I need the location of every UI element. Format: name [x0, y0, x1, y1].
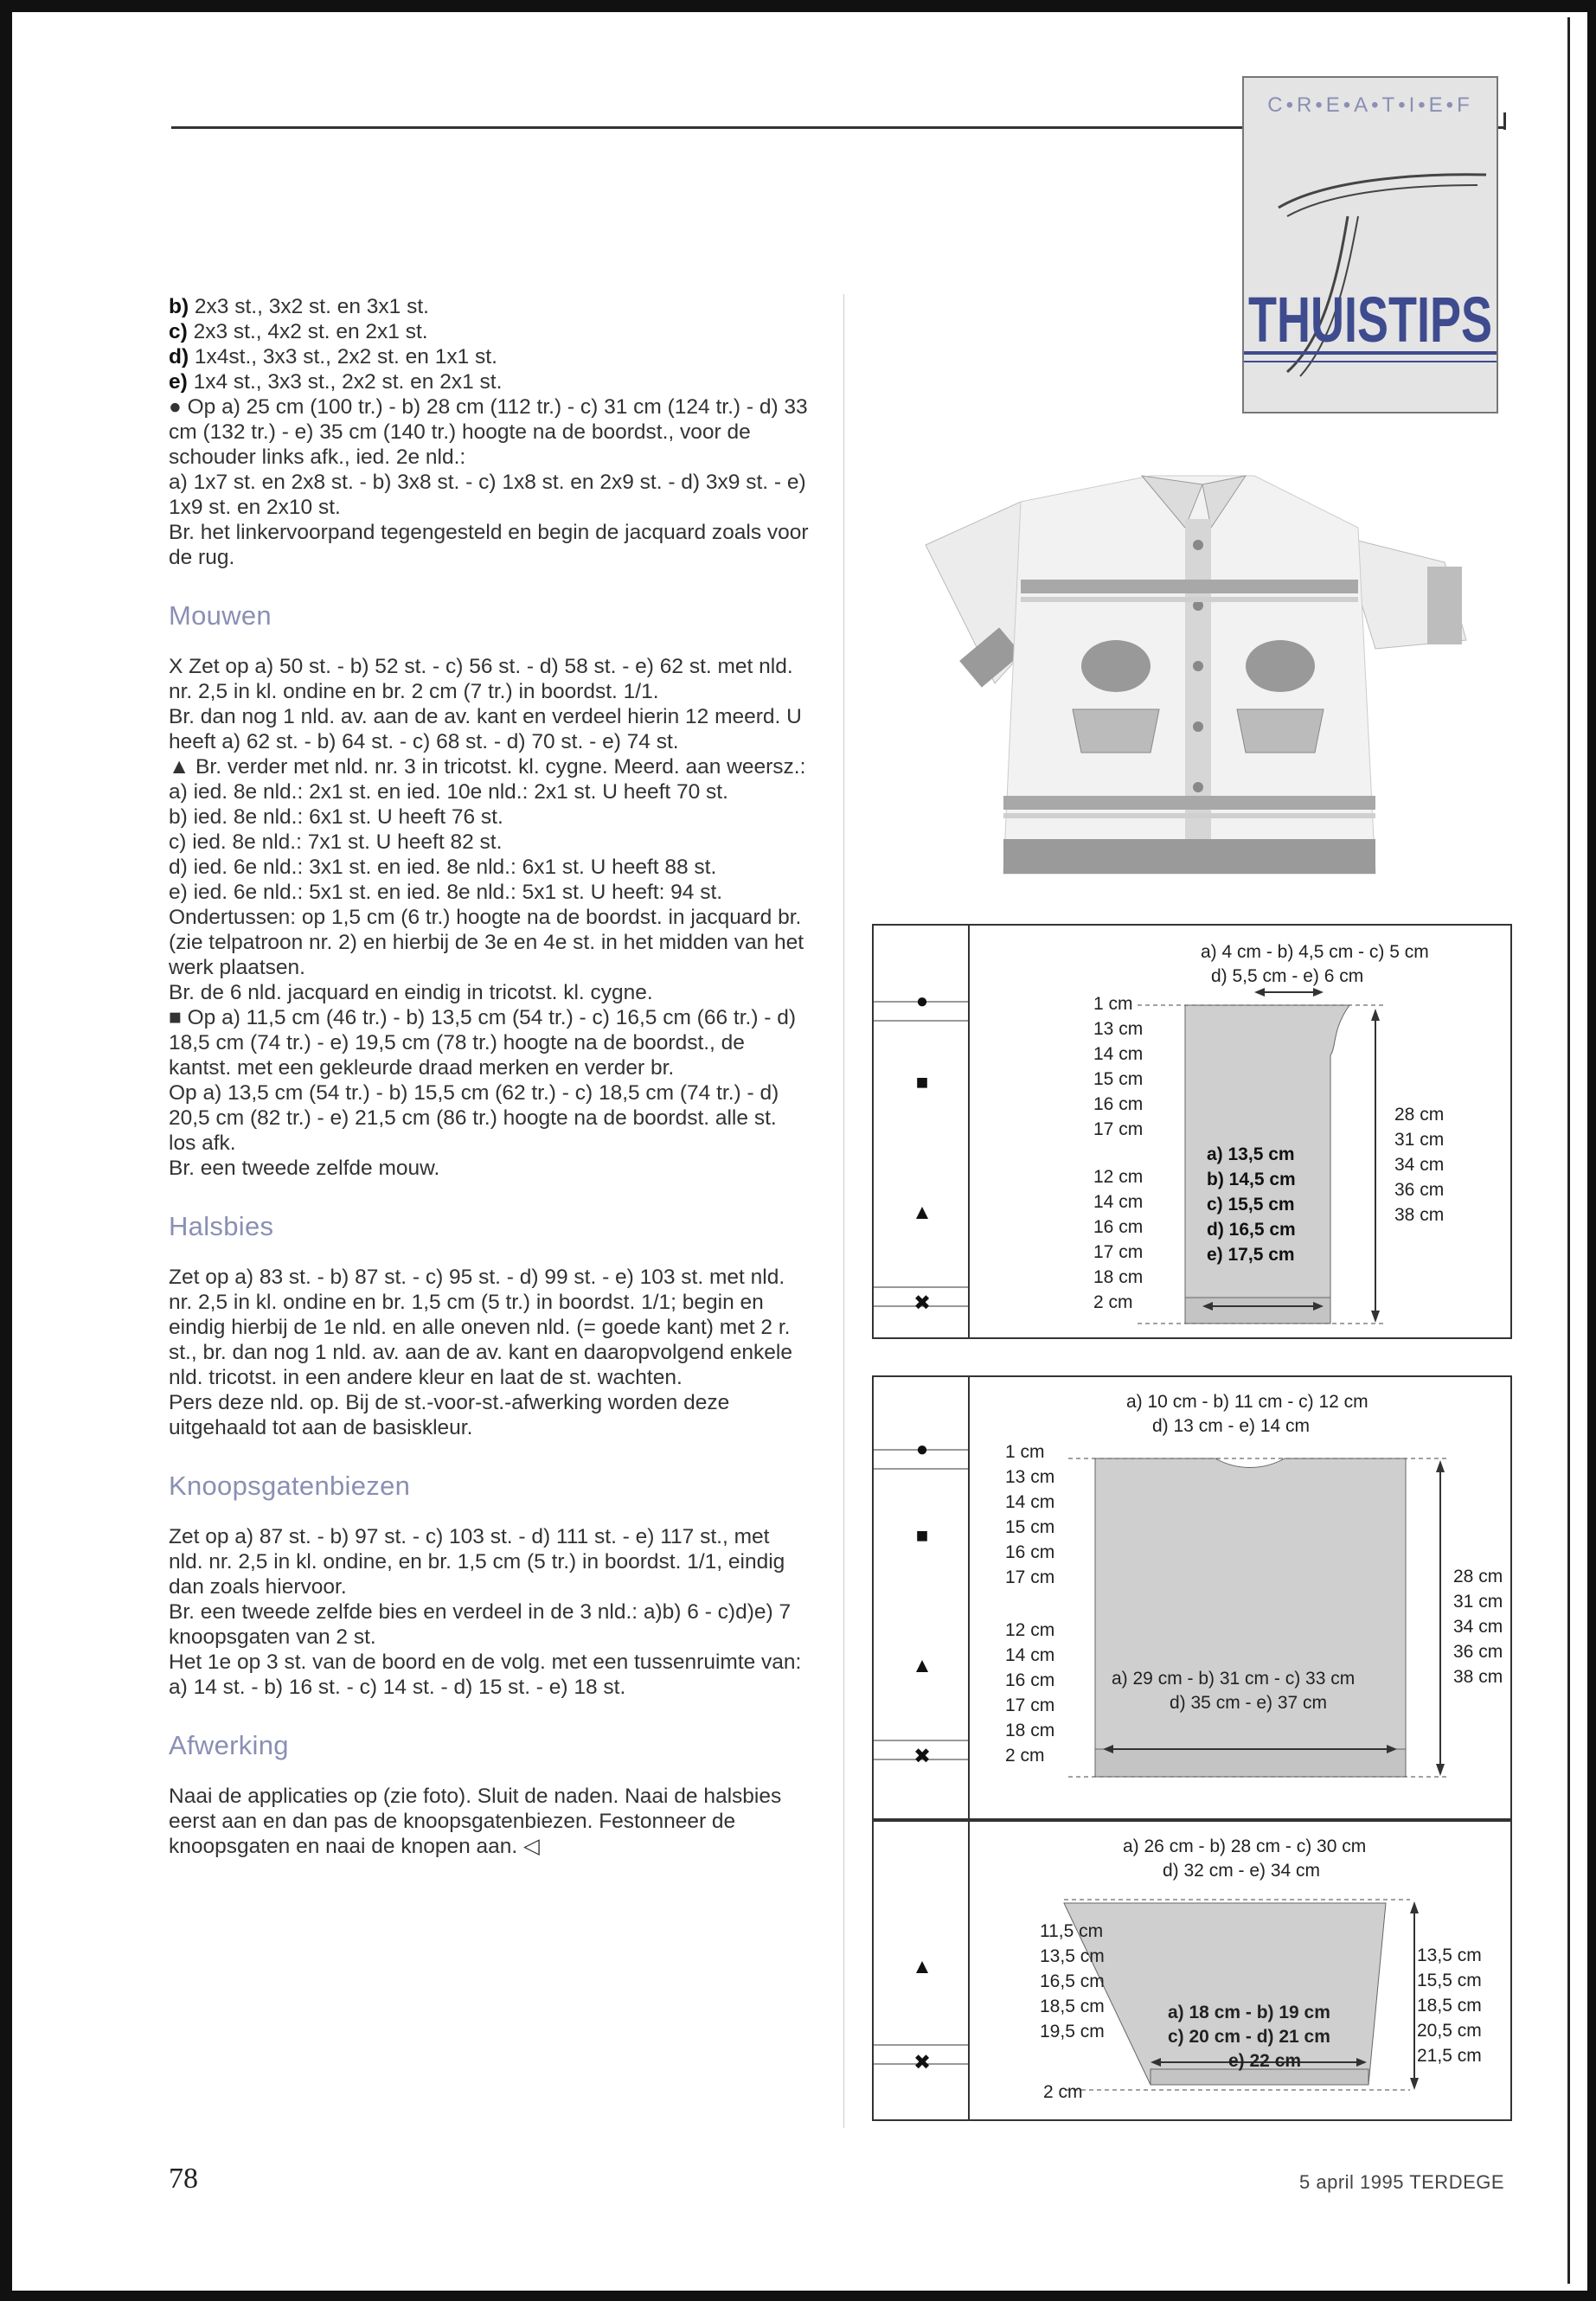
schema-back-inner-2: d) 35 cm - e) 37 cm — [1170, 1693, 1328, 1713]
schema-front-panel — [872, 924, 1512, 1339]
logo-title: THUISTIPS — [1248, 284, 1492, 356]
measurement: e) 17,5 cm — [1207, 1245, 1295, 1265]
schema-sleeve-inner-3: e) 22 cm — [1228, 2051, 1302, 2071]
schema-sleeve-inner-2: c) 20 cm - d) 21 cm — [1168, 2027, 1330, 2047]
scan-edge-right — [1587, 0, 1596, 2301]
measurement: 16 cm — [1093, 1094, 1144, 1114]
square-marker-icon: ■ — [915, 1071, 929, 1094]
dot-marker-icon: ● — [915, 1438, 929, 1461]
size-label: b) — [169, 295, 189, 318]
cardigan-photo — [891, 467, 1497, 874]
mouwen-paragraph: Br. een tweede zelfde mouw. — [169, 1157, 440, 1180]
intro-paragraph: ● Op a) 25 cm (100 tr.) - b) 28 cm (112 tr.) - c) 31 cm (124 tr.) - d) 33 cm (132 tr.) - e) 35 cm (140 tr.) hoogte na de boordst., voor de schouder links afk., ied. 2e nld.: — [169, 395, 808, 469]
measurement: 16 cm — [1005, 1542, 1055, 1562]
measurement: 16 cm — [1005, 1670, 1055, 1690]
measurement: 2 cm — [1005, 1746, 1045, 1766]
mouwen-paragraph: X Zet op a) 50 st. - b) 52 st. - c) 56 st. - d) 58 st. - e) 62 st. met nld. nr. 2,5 in kl. ondine en br. 2 cm (7 tr.) in boordst. 1/1. — [169, 655, 793, 703]
size-label: c) — [169, 320, 188, 343]
measurement: 11,5 cm — [1040, 1921, 1104, 1941]
measurement: 17 cm — [1093, 1242, 1144, 1262]
schema-sleeve — [872, 1820, 1512, 2121]
measurement: 13,5 cm — [1417, 1945, 1482, 1965]
schema-front-top-2: d) 5,5 cm - e) 6 cm — [1211, 966, 1364, 986]
schema-front-left-b — [1093, 1164, 1143, 1315]
mouwen-line: d) ied. 6e nld.: 3x1 st. en ied. 8e nld.: 6x1 st. U heeft 88 st. — [169, 856, 717, 879]
measurement: 16 cm — [1093, 1217, 1144, 1237]
halsbies-paragraph: Zet op a) 83 st. - b) 87 st. - c) 95 st. - d) 99 st. - e) 103 st. met nld. nr. 2,5 in kl. ondine en br. 1,5 cm (5 tr.) in boordst. 1/1; begin en eindig hierbij de 1e nld. en alle oneven nld. (= goede kant) met 2 r. st., br. dan nog 1 nld. av. aan de av. kant en daaropvolgend enkele nld. tricotst. in een andere kleur en laat de st. wachten. — [169, 1266, 793, 1389]
mouwen-line: a) ied. 8e nld.: 2x1 st. en ied. 10e nld.: 2x1 st. U heeft 70 st. — [169, 780, 728, 804]
section-heading-halsbies: Halsbies — [169, 1211, 274, 1241]
dot-marker-icon: ● — [915, 990, 929, 1013]
intro-text: 2x3 st., 3x2 st. en 3x1 st. — [189, 295, 429, 318]
measurement: 31 cm — [1394, 1130, 1445, 1150]
schema-back-drawing — [874, 1377, 1510, 1818]
schema-back-inner-1: a) 29 cm - b) 31 cm - c) 33 cm — [1112, 1669, 1356, 1689]
schema-front-right — [1394, 1102, 1444, 1227]
schema-front-inner — [1207, 1142, 1296, 1267]
schema-back-top-2: d) 13 cm - e) 14 cm — [1152, 1416, 1311, 1436]
mouwen-line: b) ied. 8e nld.: 6x1 st. U heeft 76 st. — [169, 805, 503, 829]
intro-line — [169, 369, 809, 394]
scan-edge-bottom — [0, 2291, 1596, 2301]
measurement: 28 cm — [1394, 1105, 1445, 1125]
cross-marker-icon: ✖ — [913, 1292, 932, 1315]
intro-line — [169, 294, 809, 319]
intro-paragraph: Br. het linkervoorpand tegengesteld en begin de jacquard zoals voor de rug. — [169, 521, 809, 569]
section-heading-afwerking: Afwerking — [169, 1730, 289, 1760]
section-heading-knoopsgatenbiezen: Knoopsgatenbiezen — [169, 1471, 411, 1501]
triangle-marker-icon: ▲ — [912, 1654, 933, 1677]
schema-sleeve-top-2: d) 32 cm - e) 34 cm — [1163, 1861, 1321, 1881]
measurement: 1 cm — [1093, 994, 1133, 1014]
measurement: 14 cm — [1093, 1192, 1144, 1212]
thuistips-logo — [1242, 76, 1498, 413]
measurement: 2 cm — [1093, 1292, 1133, 1312]
size-label: e) — [169, 370, 188, 394]
measurement: 18,5 cm — [1040, 1997, 1105, 2016]
measurement: 34 cm — [1394, 1155, 1445, 1175]
knoopsgat-paragraph: Br. een tweede zelfde bies en verdeel in de 3 nld.: a)b) 6 - c)d)e) 7 knoopsgaten van 2 st. — [169, 1600, 792, 1649]
measurement: 12 cm — [1093, 1167, 1144, 1187]
measurement: 14 cm — [1093, 1044, 1144, 1064]
measurement: 15 cm — [1005, 1517, 1055, 1537]
schema-back-top-1: a) 10 cm - b) 11 cm - c) 12 cm — [1126, 1392, 1368, 1412]
instructions-column — [169, 294, 809, 1859]
schema-sleeve-top-1: a) 26 cm - b) 28 cm - c) 30 cm — [1123, 1836, 1367, 1856]
logo-graphic — [1244, 78, 1497, 412]
intro-paragraph: a) 1x7 st. en 2x8 st. - b) 3x8 st. - c) 1x8 st. en 2x9 st. - d) 3x9 st. - e) 1x9 st. en 2x10 st. — [169, 471, 806, 519]
measurement: c) 15,5 cm — [1207, 1195, 1295, 1215]
logo-creatief-text: C•R•E•A•T•I•E•F — [1267, 93, 1473, 117]
section-heading-mouwen: Mouwen — [169, 600, 272, 631]
measurement: 18,5 cm — [1417, 1996, 1482, 2016]
measurement: 28 cm — [1453, 1567, 1503, 1586]
knoopsgat-paragraph: Zet op a) 87 st. - b) 97 st. - c) 103 st. - d) 111 st. - e) 117 st., met nld. nr. 2,5 in kl. ondine, en br. 1,5 cm (5 tr.) in boordst. 1/1, eindig dan zoals hiervoor. — [169, 1525, 785, 1599]
schema-sleeve-left — [1040, 1919, 1105, 2044]
page-number: 78 — [169, 2163, 198, 2195]
measurement: 1 cm — [1005, 1442, 1045, 1462]
measurement: d) 16,5 cm — [1207, 1220, 1296, 1240]
schema-sleeve-inner-1: a) 18 cm - b) 19 cm — [1168, 2003, 1330, 2022]
intro-text: 2x3 st., 4x2 st. en 2x1 st. — [187, 320, 428, 343]
mouwen-line: c) ied. 8e nld.: 7x1 st. U heeft 82 st. — [169, 830, 503, 854]
scan-edge-left — [0, 0, 12, 2301]
measurement: 14 cm — [1005, 1492, 1055, 1512]
column-divider — [843, 294, 844, 2128]
afwerking-paragraph: Naai de applicaties op (zie foto). Sluit de naden. Naai de halsbies eerst aan en dan pas de knoopsgatenbiezen. Festonneer de knoopsgaten en naai de knopen aan. ◁ — [169, 1785, 782, 1858]
measurement: 16,5 cm — [1040, 1971, 1105, 1991]
mouwen-paragraph: Br. de 6 nld. jacquard en eindig in tricotst. kl. cygne. — [169, 981, 653, 1004]
measurement: 13 cm — [1005, 1467, 1055, 1487]
measurement: 18 cm — [1093, 1267, 1144, 1287]
triangle-marker-icon: ▲ — [912, 1201, 933, 1224]
mouwen-paragraph: ■ Op a) 11,5 cm (46 tr.) - b) 13,5 cm (54 tr.) - c) 16,5 cm (66 tr.) - d) 18,5 cm (74 tr.) - e) 19,5 cm (78 tr.) hoogte na de boordst., de kantst. met een gekleurde draad merken en verder br. — [169, 1006, 797, 1080]
cross-marker-icon: ✖ — [913, 1745, 932, 1768]
measurement: 38 cm — [1394, 1205, 1445, 1225]
measurement: 21,5 cm — [1417, 2046, 1482, 2066]
schema-back-left-b — [1005, 1618, 1054, 1768]
mouwen-paragraph: Op a) 13,5 cm (54 tr.) - b) 15,5 cm (62 tr.) - c) 18,5 cm (74 tr.) - d) 20,5 cm (82 tr.) - e) 21,5 cm (86 tr.) hoogte na de boordst. alle st. los afk. — [169, 1081, 779, 1155]
measurement: 12 cm — [1005, 1620, 1055, 1640]
measurement: 15 cm — [1093, 1069, 1144, 1089]
measurement: 38 cm — [1453, 1667, 1503, 1687]
cross-marker-icon: ✖ — [913, 2051, 932, 2074]
measurement: 36 cm — [1453, 1642, 1503, 1662]
measurement: 36 cm — [1394, 1180, 1445, 1200]
schema-front-top-1: a) 4 cm - b) 4,5 cm - c) 5 cm — [1201, 942, 1429, 962]
measurement: 17 cm — [1005, 1695, 1055, 1715]
schema-sleeve-right — [1417, 1943, 1482, 2068]
page-border-line — [1567, 17, 1570, 2284]
measurement: 15,5 cm — [1417, 1971, 1482, 1990]
schema-back-right — [1453, 1564, 1503, 1689]
schema-back-left-a — [1005, 1439, 1054, 1590]
scan-edge-top — [0, 0, 1596, 12]
header-rule-tick — [1503, 112, 1506, 130]
measurement: 20,5 cm — [1417, 2021, 1482, 2041]
magazine-issue: 5 april 1995 TERDEGE — [1299, 2171, 1505, 2193]
measurement: 34 cm — [1453, 1617, 1503, 1637]
mouwen-paragraph: Ondertussen: op 1,5 cm (6 tr.) hoogte na de boordst. in jacquard br. (zie telpatroon nr. 2) en hierbij de 3e en 4e st. in het midden van het werk plaatsen. — [169, 906, 804, 979]
mouwen-line: e) ied. 6e nld.: 5x1 st. en ied. 8e nld.: 5x1 st. U heeft: 94 st. — [169, 881, 723, 904]
knoopsgat-paragraph: Het 1e op 3 st. van de boord en de volg. met een tussenruimte van: a) 14 st. - b) 16 st. - c) 14 st. - d) 15 st. - e) 18 st. — [169, 1650, 802, 1699]
triangle-marker-icon: ▲ — [912, 1955, 933, 1978]
intro-line — [169, 319, 809, 344]
schema-back-panel — [872, 1375, 1512, 1820]
size-label: d) — [169, 345, 189, 369]
measurement: 19,5 cm — [1040, 2022, 1105, 2041]
measurement: 17 cm — [1093, 1119, 1144, 1139]
intro-text: 1x4 st., 3x3 st., 2x2 st. en 2x1 st. — [187, 370, 503, 394]
measurement: 14 cm — [1005, 1645, 1055, 1665]
halsbies-paragraph: Pers deze nld. op. Bij de st.-voor-st.-afwerking worden deze uitgehaald tot aan de basiskleur. — [169, 1391, 730, 1439]
intro-line — [169, 344, 809, 369]
measurement: 18 cm — [1005, 1721, 1055, 1740]
intro-text: 1x4st., 3x3 st., 2x2 st. en 1x1 st. — [189, 345, 497, 369]
mouwen-paragraph: Br. dan nog 1 nld. av. aan de av. kant en verdeel hierin 12 meerd. U heeft a) 62 st. - b) 64 st. - c) 68 st. - d) 70 st. - e) 74 st. — [169, 705, 802, 753]
mouwen-paragraph: ▲ Br. verder met nld. nr. 3 in tricotst. kl. cygne. Meerd. aan weersz.: — [169, 755, 806, 779]
schema-front-left-a — [1093, 991, 1143, 1142]
square-marker-icon: ■ — [915, 1524, 929, 1548]
schema-sleeve-left-bottom: 2 cm — [1043, 2082, 1083, 2102]
measurement: a) 13,5 cm — [1207, 1144, 1295, 1164]
measurement: 31 cm — [1453, 1592, 1503, 1612]
measurement: b) 14,5 cm — [1207, 1170, 1296, 1189]
measurement: 17 cm — [1005, 1567, 1055, 1587]
measurement: 13,5 cm — [1040, 1946, 1105, 1966]
measurement: 13 cm — [1093, 1019, 1144, 1039]
